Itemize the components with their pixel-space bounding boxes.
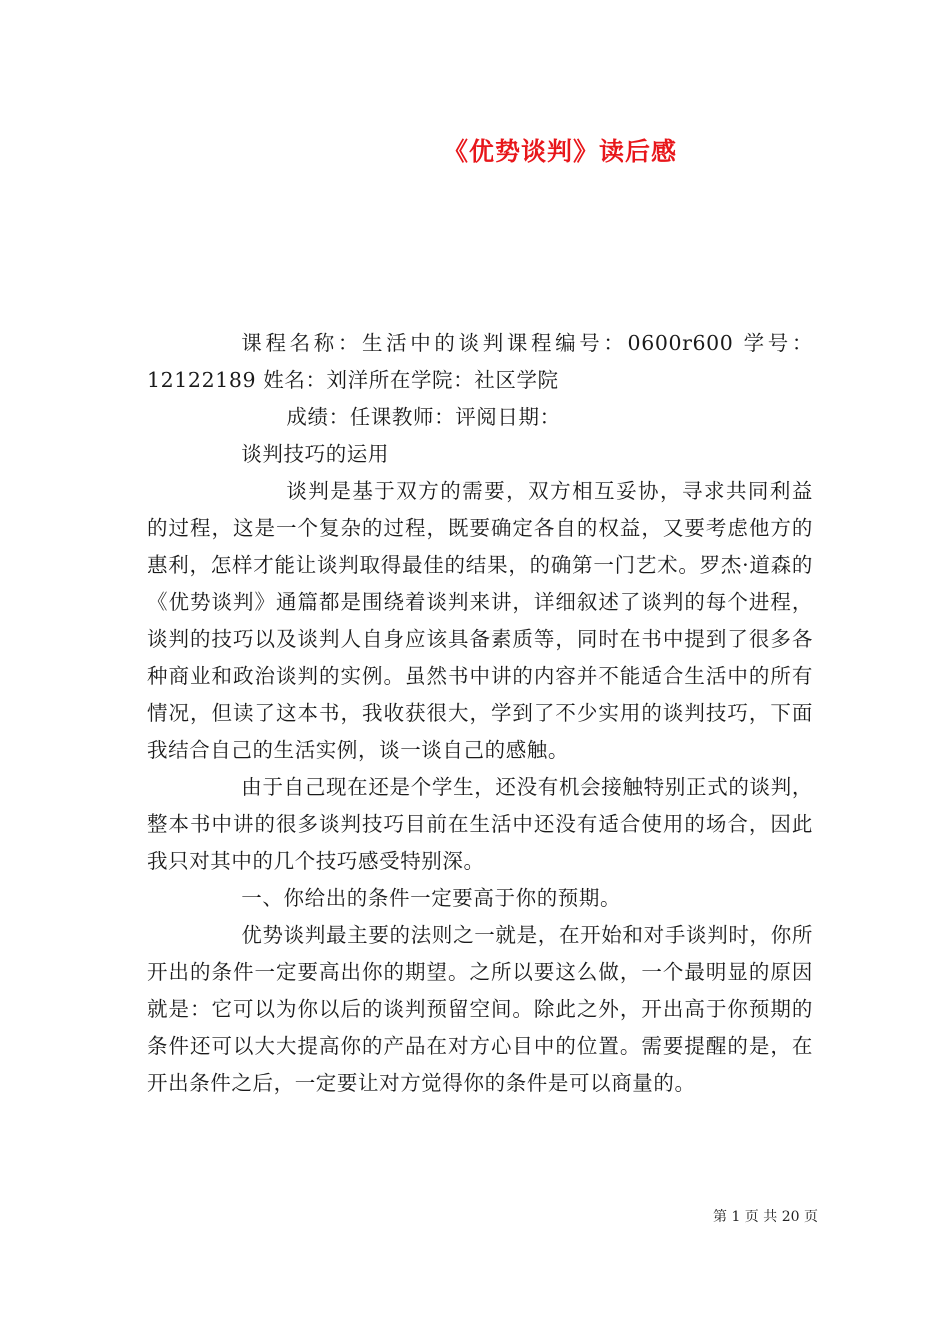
grade-info-line: 成绩：任课教师：评阅日期： <box>286 405 561 429</box>
numbered-point-heading: 一、你给出的条件一定要高于你的预期。 <box>241 886 622 910</box>
document-body <box>147 325 813 1102</box>
course-info-line: 课程名称：生活中的谈判课程编号：0600r600 学号：12122189 姓名：刘洋所在学院：社区学院 <box>147 331 813 392</box>
page-number: 第 1 页 共 20 页 <box>713 1209 818 1225</box>
section-heading: 谈判技巧的运用 <box>241 442 389 466</box>
paragraph: 谈判是基于双方的需要，双方相互妥协，寻求共同利益的过程，这是一个复杂的过程，既要确定各自的权益，又要考虑他方的惠利，怎样才能让谈判取得最佳的结果，的确第一门艺术。罗杰·道森的《优势谈判》通篇都是围绕着谈判来讲，详细叙述了谈判的每个进程，谈判的技巧以及谈判人自身应该具备素质等，同时在书中提到了很多各种商业和政治谈判的实例。虽然书中讲的内容并不能适合生活中的所有情况，但读了这本书，我收获很大，学到了不少实用的谈判技巧，下面我结合自己的生活实例，谈一谈自己的感触。 <box>147 479 813 762</box>
document-title: 《优势谈判》读后感 <box>442 137 677 166</box>
paragraph: 由于自己现在还是个学生，还没有机会接触特别正式的谈判，整本书中讲的很多谈判技巧目前在生活中还没有适合使用的场合，因此我只对其中的几个技巧感受特别深。 <box>147 775 813 873</box>
paragraph: 优势谈判最主要的法则之一就是，在开始和对手谈判时，你所开出的条件一定要高出你的期望。之所以要这么做，一个最明显的原因就是：它可以为你以后的谈判预留空间。除此之外，开出高于你预期的条件还可以大大提高你的产品在对方心目中的位置。需要提醒的是，在开出条件之后，一定要让对方觉得你的条件是可以商量的。 <box>147 923 813 1095</box>
